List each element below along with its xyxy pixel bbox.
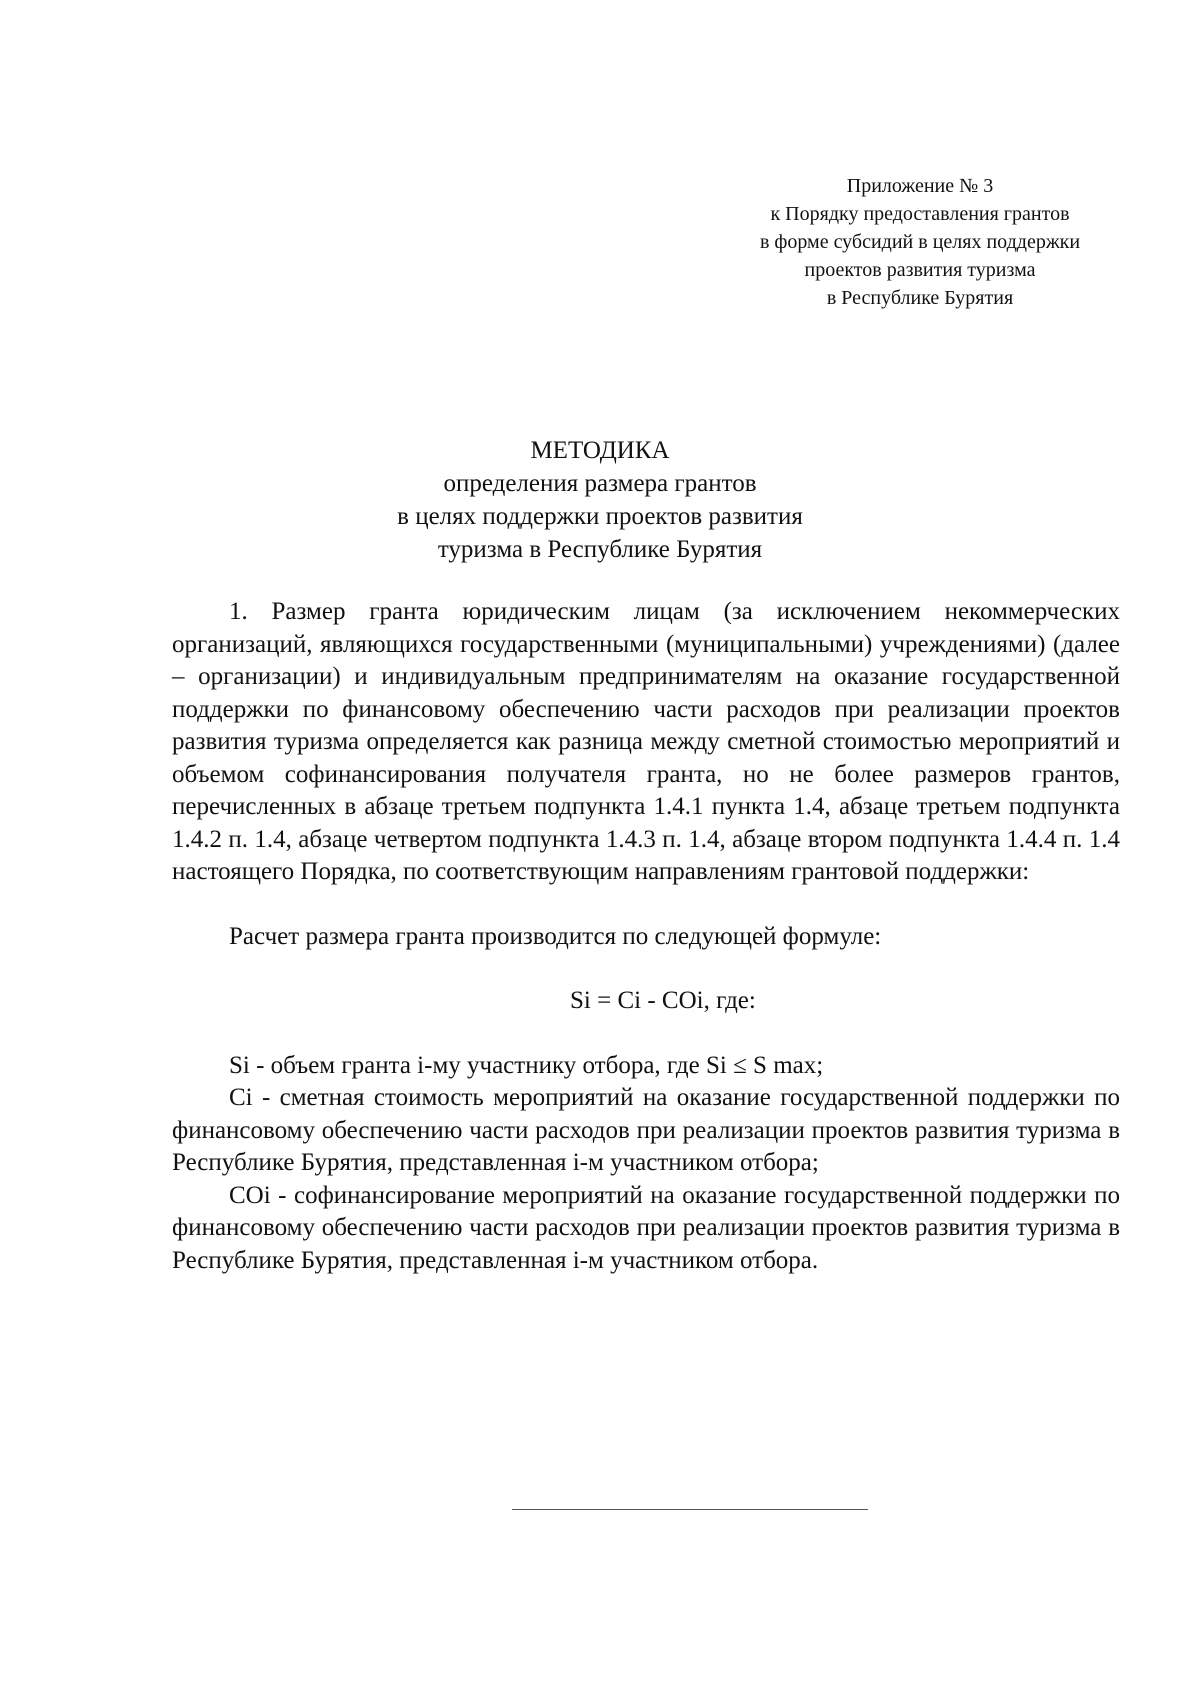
appendix-line: в Республике Бурятия (826, 287, 1014, 309)
document-title (300, 434, 900, 566)
spacer (172, 1018, 1120, 1050)
definition-coi: COi - софинансирование мероприятий на оказание государственной поддержки по финансовому обеспечению части расходов при реализации проектов развития туризма в Республике Бурятия, представленная i-м участником отбора. (172, 1181, 1120, 1274)
title-subtitle-line: туризма в Республике Бурятия (437, 536, 763, 563)
spacer (172, 889, 1120, 921)
title-heading: МЕТОДИКА (530, 437, 670, 464)
document-body (172, 596, 1120, 1277)
appendix-line: Приложение № 3 (846, 175, 994, 197)
paragraph-grant-size: 1. Размер гранта юридическим лицам (за исключением некоммерческих организаций, являющихся государственными (муниципальными) учреждениями) (далее – организации) и индивидуальным предпринимателям на оказание государственной поддержки по финансовому обеспечению части расходов при реализации проектов развития туризма определяется как разница между сметной стоимостью мероприятий и объемом софинансирования получателя гранта, но не более размеров грантов, перечисленных в абзаце третьем подпункта 1.4.1 пункта 1.4, абзаце третьем подпункта 1.4.2 п. 1.4, абзаце четвертом подпункта 1.4.3 п. 1.4, абзаце втором подпункта 1.4.4 п. 1.4 настоящего Порядка, по соответствующим направлениям грантовой поддержки: (172, 598, 1120, 885)
appendix-line: к Порядку предоставления грантов (770, 203, 1070, 225)
closing-separator-line (512, 1509, 868, 1510)
spacer (172, 953, 1120, 985)
formula: Si = Ci - COi, где: (570, 987, 756, 1014)
definition-si: Si - объем гранта i-му участнику отбора, где Si ≤ S max; (229, 1051, 824, 1079)
appendix-line: в форме субсидий в целях поддержки (759, 231, 1081, 253)
appendix-header (720, 172, 1120, 312)
definition-ci: Ci - сметная стоимость мероприятий на оказание государственной поддержки по финансовому обеспечению части расходов при реализации проектов развития туризма в Республике Бурятия, представленная i-м участником отбора; (172, 1084, 1120, 1176)
title-subtitle-line: определения размера грантов (443, 470, 757, 497)
title-subtitle-line: в целях поддержки проектов развития (397, 503, 803, 530)
appendix-line: проектов развития туризма (804, 259, 1036, 281)
formula-intro: Расчет размера гранта производится по следующей формуле: (229, 922, 882, 950)
